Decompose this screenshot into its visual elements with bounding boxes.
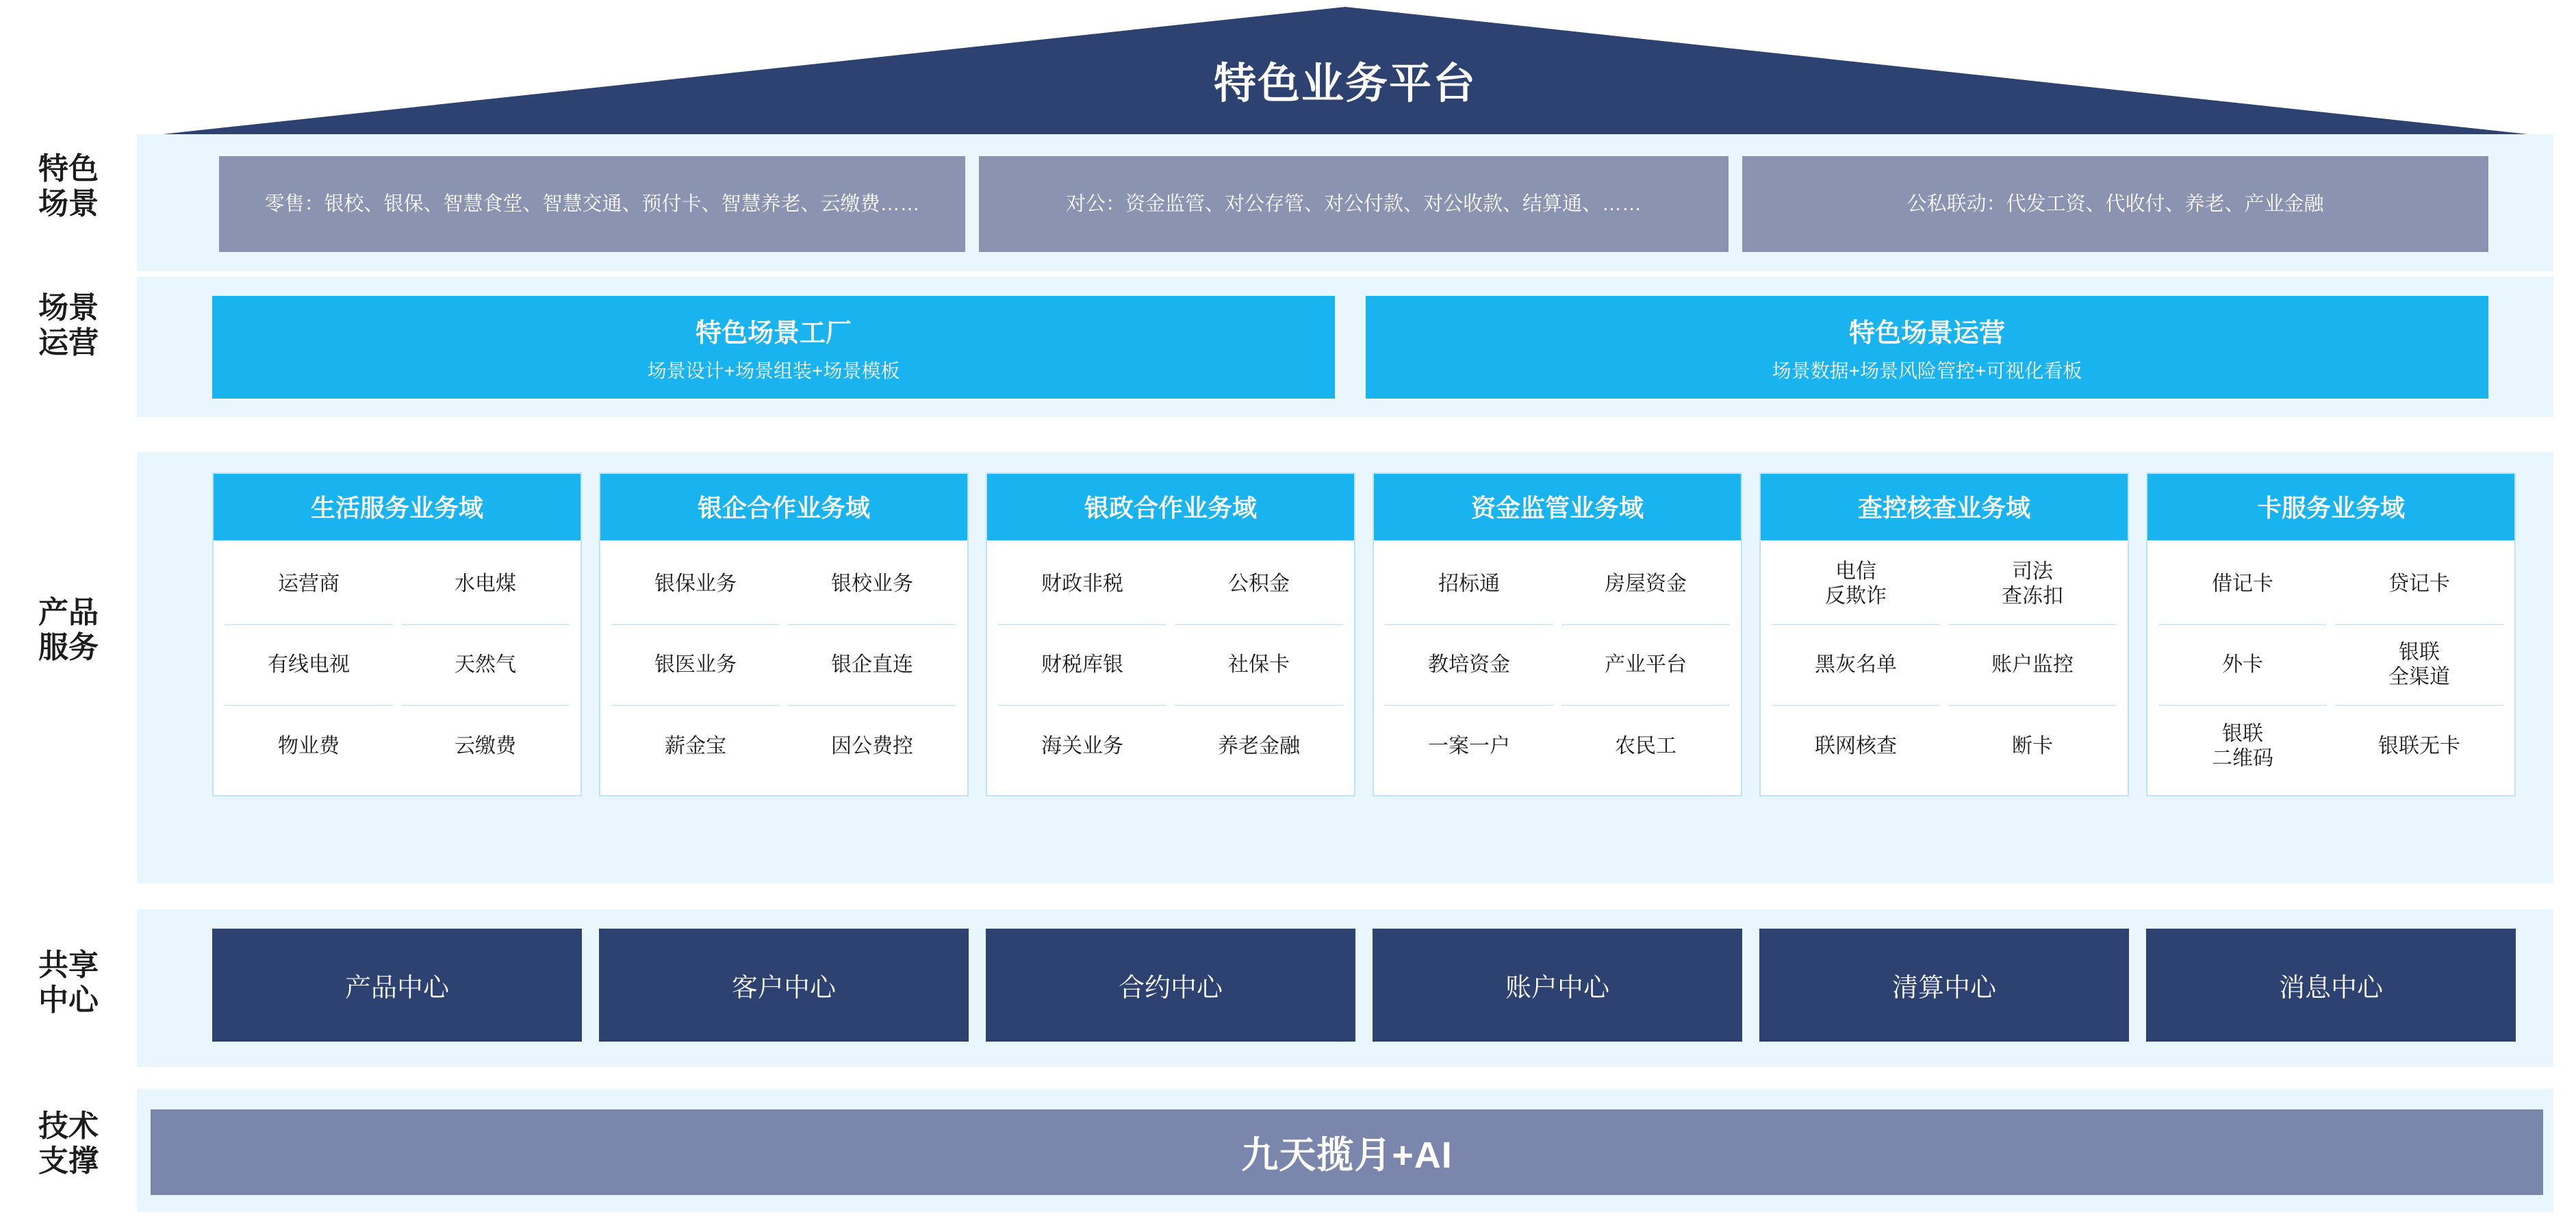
row-label-product-line2: 服务: [38, 630, 99, 664]
domain-title: 生活服务业务域: [214, 474, 581, 540]
domain-title: 银企合作业务域: [600, 474, 967, 540]
row-label-tech-line2: 支撑: [38, 1144, 99, 1178]
domain-title: 资金监管业务域: [1374, 474, 1741, 540]
row-label-shared-line2: 中心: [38, 983, 99, 1017]
shared-center-label: 产品中心: [344, 974, 449, 1003]
domain-item[interactable]: 银联 二维码: [2212, 722, 2273, 770]
domain-item[interactable]: 电信 反欺诈: [1772, 544, 1940, 625]
domain-item[interactable]: 农民工: [1615, 735, 1676, 757]
shared-center-product[interactable]: [212, 929, 582, 1042]
row-label-scene-line1: 特色: [38, 152, 99, 186]
row-label-product-line1: 产品: [38, 596, 99, 629]
domain-item[interactable]: 运营商: [225, 544, 393, 625]
row-label-ops-line2: 运营: [38, 325, 99, 360]
domain-title: 银政合作业务域: [987, 474, 1354, 540]
domain-item[interactable]: 财税库银: [998, 625, 1166, 706]
domain-item[interactable]: 水电煤: [401, 544, 570, 625]
shared-center-label: 清算中心: [1891, 974, 1996, 1003]
scene-box-corporate-label: 对公：资金监管、对公存管、对公付款、对公收款、结算通、……: [1065, 192, 1642, 215]
domain-title: 查控核查业务域: [1761, 474, 2128, 540]
shared-center-contract[interactable]: [986, 929, 1355, 1042]
domain-column-fund-supervision: [1373, 473, 1742, 796]
domain-item[interactable]: 云缴费: [455, 735, 516, 757]
shared-center-label: 客户中心: [731, 974, 836, 1003]
domain-item[interactable]: 物业费: [278, 735, 340, 757]
shared-center-label: 合约中心: [1118, 974, 1223, 1003]
domain-item[interactable]: 断卡: [2012, 735, 2053, 757]
domain-item[interactable]: 黑灰名单: [1772, 625, 1940, 706]
domain-item[interactable]: 银医业务: [611, 625, 780, 706]
scene-box-corporate[interactable]: [979, 156, 1729, 252]
domain-item[interactable]: 银校业务: [788, 544, 956, 625]
domain-item[interactable]: 产业平台: [1561, 625, 1730, 706]
row-label-tech-support: [14, 1109, 123, 1179]
scene-box-linkage[interactable]: [1742, 156, 2488, 252]
row-label-shared-center: [14, 948, 123, 1018]
domain-item[interactable]: 借记卡: [2158, 544, 2327, 625]
domain-column-life-service: [212, 473, 582, 796]
domain-item[interactable]: 薪金宝: [665, 735, 726, 757]
shared-center-account[interactable]: [1373, 929, 1742, 1042]
shared-center-label: 账户中心: [1505, 974, 1609, 1003]
domain-item[interactable]: 银联无卡: [2378, 735, 2460, 757]
ops-box-scene-operation-title: 特色场景运营: [1848, 318, 2005, 348]
domain-item-grid: [1761, 540, 2128, 795]
domain-item-grid: [987, 540, 1354, 795]
domain-column-investigation: [1759, 473, 2129, 796]
domain-item[interactable]: 教培资金: [1385, 625, 1553, 706]
domain-column-card-service: [2146, 473, 2516, 796]
domain-item[interactable]: 账户监控: [1948, 625, 2117, 706]
shared-center-message[interactable]: [2146, 929, 2516, 1042]
ops-box-scene-factory-title: 特色场景工厂: [695, 318, 852, 348]
domain-column-bank-enterprise: [599, 473, 969, 796]
ops-box-scene-operation-subtitle: 场景数据+场景风险管控+可视化看板: [1772, 360, 2082, 381]
platform-roof: [137, 7, 2553, 137]
scene-box-linkage-label: 公私联动：代发工资、代收付、养老、产业金融: [1907, 192, 2324, 215]
domain-item-grid: [2147, 540, 2514, 795]
row-label-operations: [14, 291, 123, 360]
row-label-shared-line1: 共享: [38, 948, 99, 982]
domain-item[interactable]: 社保卡: [1175, 625, 1343, 706]
domain-item[interactable]: 银保业务: [611, 544, 780, 625]
ops-box-scene-operation[interactable]: [1366, 296, 2488, 399]
row-label-scene: [14, 152, 123, 221]
domain-item[interactable]: 因公费控: [831, 735, 913, 757]
ops-box-scene-factory-subtitle: 场景设计+场景组装+场景模板: [647, 360, 900, 381]
domain-item[interactable]: 养老金融: [1218, 735, 1300, 757]
shared-center-settlement[interactable]: [1759, 929, 2129, 1042]
domain-title: 卡服务业务域: [2147, 474, 2514, 540]
scene-box-retail-label: 零售：银校、银保、智慧食堂、智慧交通、预付卡、智慧养老、云缴费……: [264, 192, 920, 215]
shared-center-label: 消息中心: [2278, 974, 2383, 1003]
domain-item[interactable]: 贷记卡: [2335, 544, 2503, 625]
tech-support-bar[interactable]: [151, 1109, 2543, 1195]
domain-item[interactable]: 天然气: [401, 625, 570, 706]
tech-support-label: 九天揽月+AI: [1241, 1135, 1453, 1176]
domain-column-bank-government: [986, 473, 1355, 796]
row-label-scene-line2: 场景: [38, 186, 99, 221]
domain-item[interactable]: 银联 全渠道: [2335, 625, 2503, 706]
row-label-product-service: [14, 596, 123, 665]
scene-box-retail[interactable]: [219, 156, 965, 252]
domain-item[interactable]: 有线电视: [225, 625, 393, 706]
domain-item[interactable]: 公积金: [1175, 544, 1343, 625]
domain-item[interactable]: 房屋资金: [1561, 544, 1730, 625]
row-label-tech-line1: 技术: [38, 1109, 99, 1143]
domain-item-grid: [1374, 540, 1741, 795]
domain-item-grid: [214, 540, 581, 795]
domain-item[interactable]: 财政非税: [998, 544, 1166, 625]
domain-item[interactable]: 外卡: [2158, 625, 2327, 706]
shared-center-customer[interactable]: [599, 929, 969, 1042]
row-label-ops-line1: 场景: [38, 291, 99, 325]
domain-item[interactable]: 司法 查冻扣: [1948, 544, 2117, 625]
ops-box-scene-factory[interactable]: [212, 296, 1335, 399]
domain-item[interactable]: 银企直连: [788, 625, 956, 706]
domain-item[interactable]: 招标通: [1385, 544, 1553, 625]
domain-item[interactable]: 联网核查: [1815, 735, 1897, 757]
domain-item[interactable]: 一案一户: [1428, 735, 1510, 757]
domain-item-grid: [600, 540, 967, 795]
page-title: 特色业务平台: [1213, 60, 1477, 108]
domain-item[interactable]: 海关业务: [1041, 735, 1123, 757]
